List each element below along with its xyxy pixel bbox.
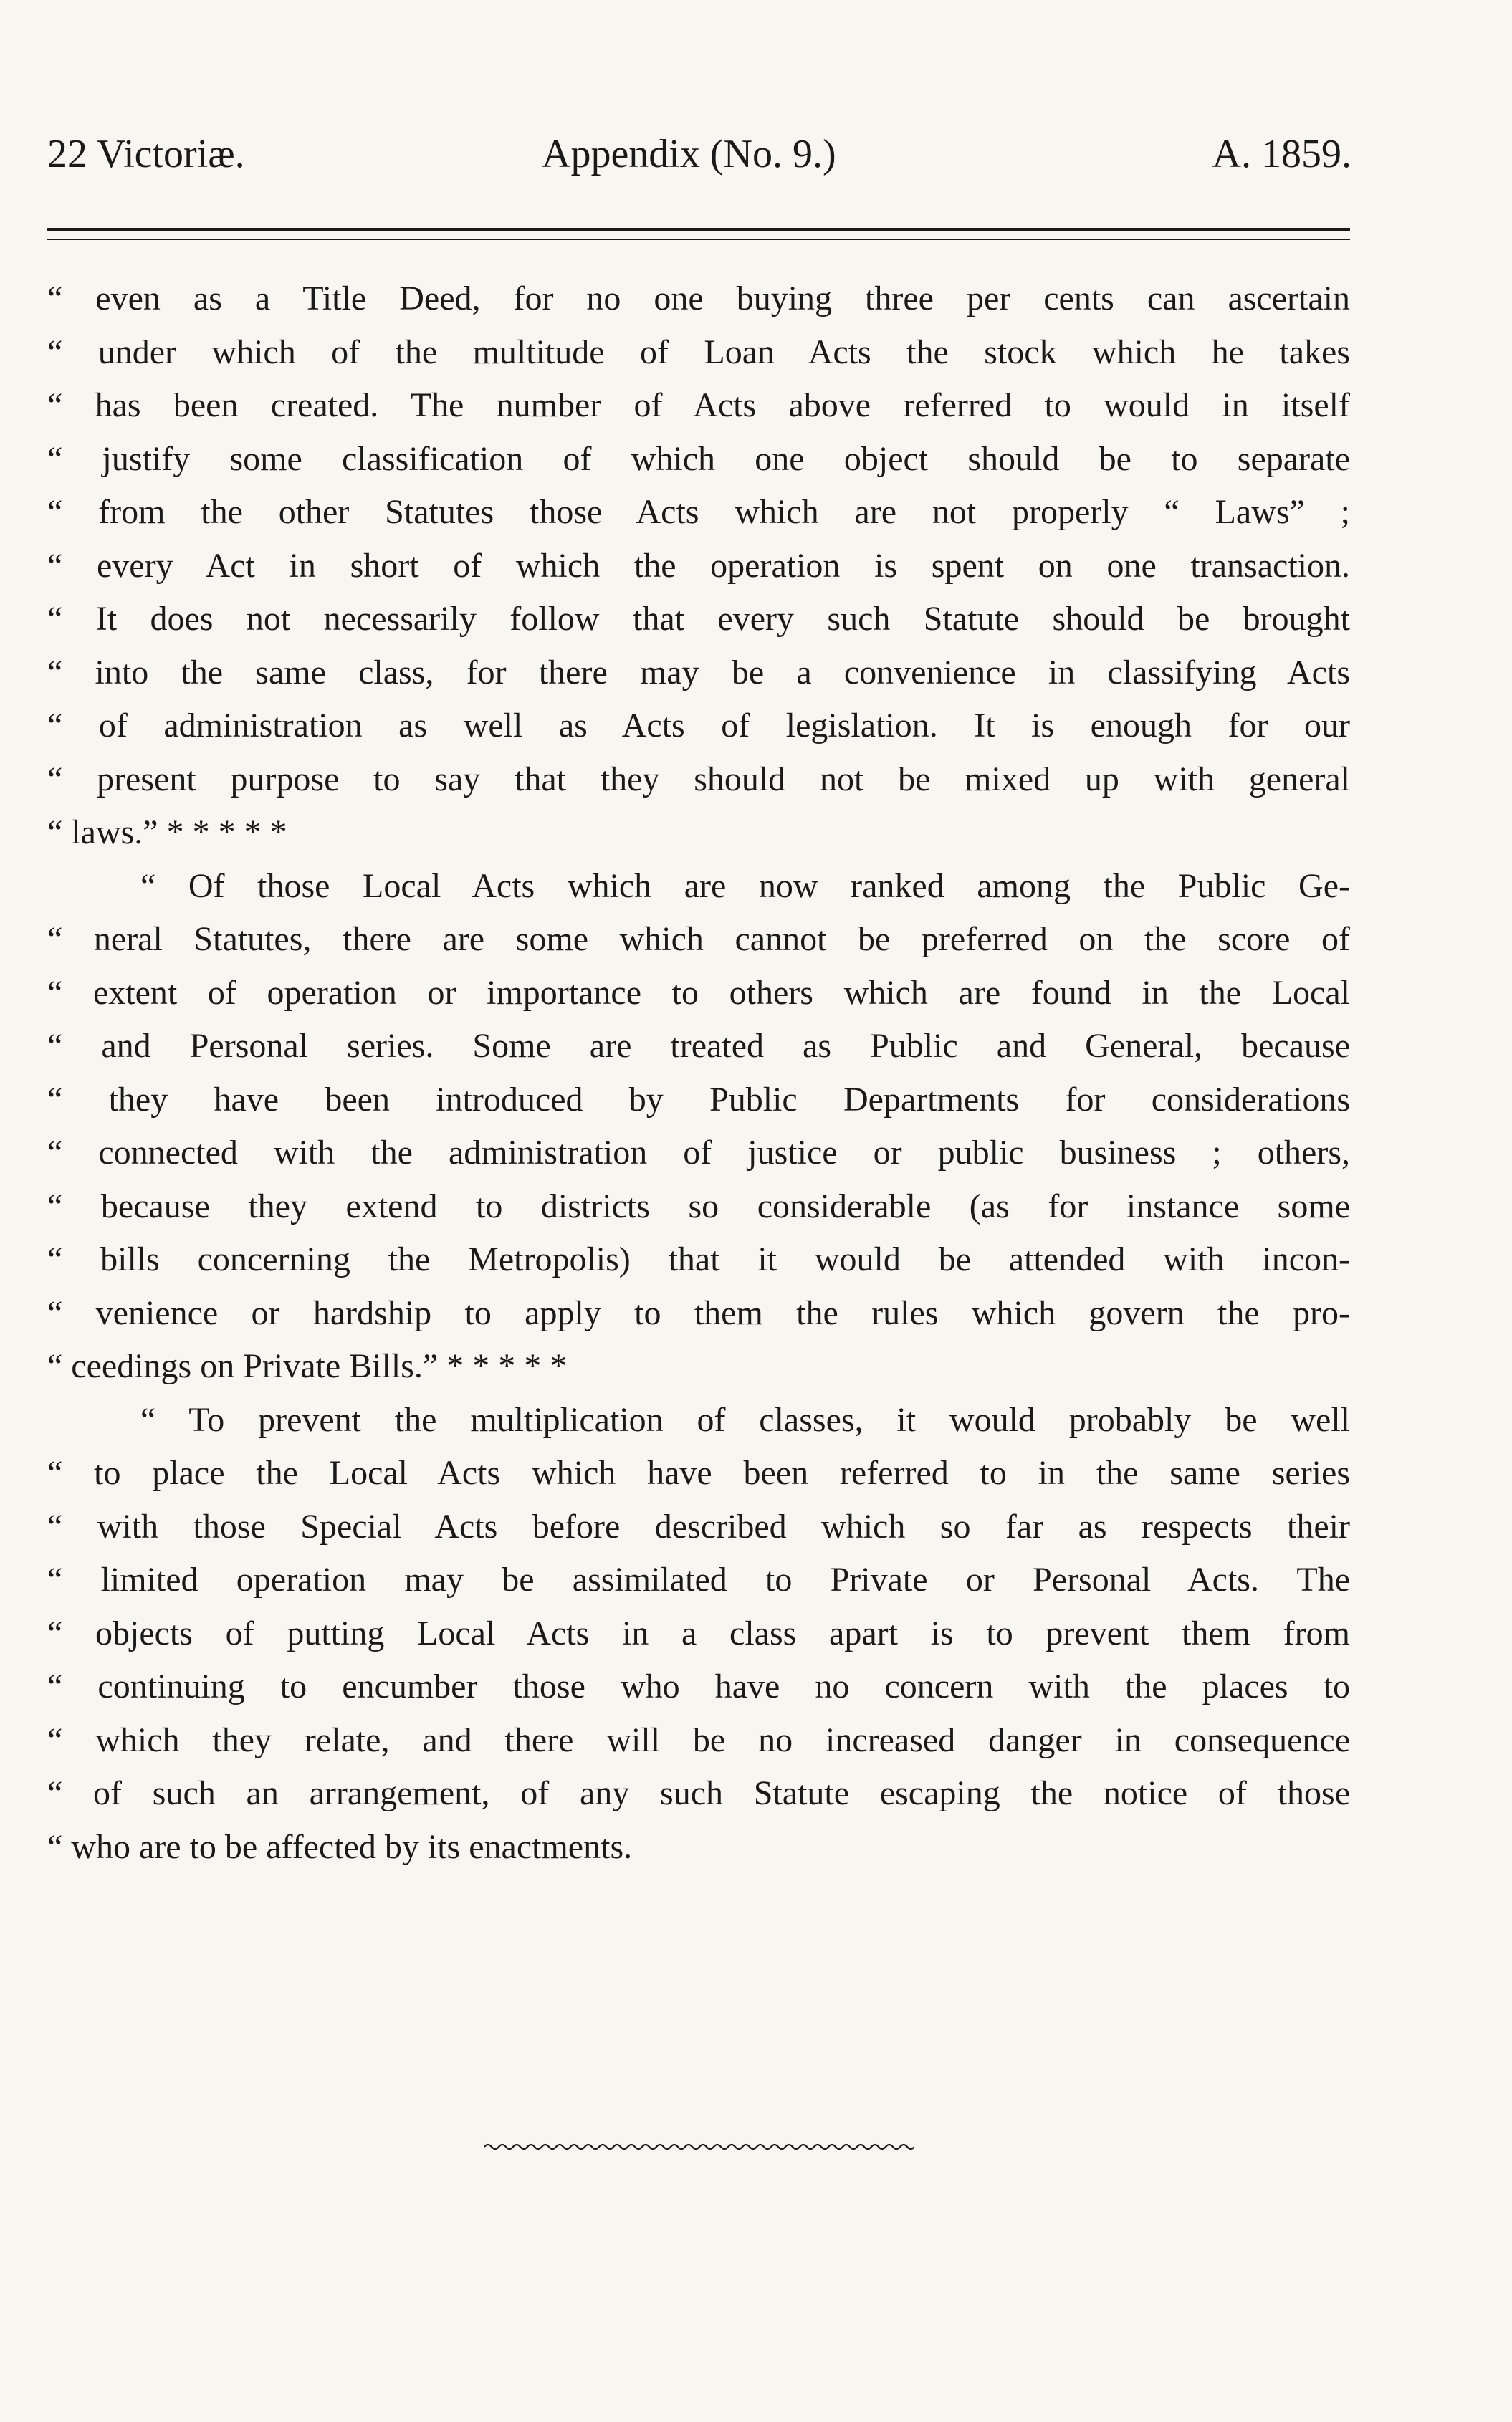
text-line: “ justify some classification of which one object should be to separate: [47, 439, 1350, 478]
text-line: “ into the same class, for there may be a convenience in classifying Acts: [47, 653, 1350, 691]
text-line: “ from the other Statutes those Acts which are not properly “ Laws” ;: [47, 493, 1350, 531]
text-line: “ every Act in short of which the operation is spent on one transaction.: [47, 546, 1350, 585]
text-line: “ objects of putting Local Acts in a class apart is to prevent them from: [47, 1614, 1350, 1652]
text-line: “ which they relate, and there will be no increased danger in consequence: [47, 1720, 1350, 1759]
header-rule-thin: [47, 239, 1350, 240]
text-line: “ limited operation may be assimilated to Private or Personal Acts. The: [47, 1561, 1350, 1599]
header-session: 22 Victoriæ.: [47, 132, 245, 176]
text-line: “ It does not necessarily follow that every such Statute should be brought: [47, 600, 1350, 638]
text-line: “ To prevent the multiplication of classes, it would probably be well: [140, 1400, 1350, 1439]
text-line: “ bills concerning the Metropolis) that it would be attended with incon-: [47, 1240, 1350, 1278]
text-line: “ ceedings on Private Bills.” * * * * *: [47, 1347, 568, 1385]
text-line: “ of such an arrangement, of any such Statute escaping the notice of those: [47, 1774, 1350, 1812]
text-line: “ with those Special Acts before described which so far as respects their: [47, 1507, 1350, 1546]
text-line: “ Of those Local Acts which are now ranked among the Public Ge-: [140, 866, 1350, 905]
text-line: “ who are to be affected by its enactments.: [47, 1827, 633, 1866]
text-line: “ to place the Local Acts which have been referred to in the same series: [47, 1454, 1350, 1492]
text-line: “ present purpose to say that they should not be mixed up with general: [47, 760, 1350, 798]
body-text: [47, 272, 1350, 1874]
text-line: “ under which of the multitude of Loan Acts the stock which he takes: [47, 332, 1350, 371]
text-line: “ even as a Title Deed, for no one buying three per cents can ascertain: [47, 279, 1350, 317]
page-header: [47, 129, 1351, 179]
text-line: “ neral Statutes, there are some which cannot be preferred on the score of: [47, 920, 1350, 958]
text-line: “ of administration as well as Acts of legislation. It is enough for our: [47, 707, 1350, 745]
text-line: “ has been created. The number of Acts above referred to would in itself: [47, 386, 1350, 424]
text-line: “ continuing to encumber those who have no concern with the places to: [47, 1667, 1350, 1705]
closing-ornament: [484, 2141, 914, 2153]
header-year: A. 1859.: [1212, 132, 1351, 176]
header-rule-thick: [47, 228, 1350, 231]
text-line: “ venience or hardship to apply to them the rules which govern the pro-: [47, 1293, 1350, 1332]
text-line: “ extent of operation or importance to others which are found in the Local: [47, 973, 1350, 1012]
text-line: “ connected with the administration of justice or public business ; others,: [47, 1134, 1350, 1172]
text-line: “ they have been introduced by Public Departments for considerations: [47, 1080, 1350, 1119]
text-line: “ laws.” * * * * *: [47, 813, 287, 851]
header-appendix: Appendix (No. 9.): [542, 132, 836, 176]
text-line: “ because they extend to districts so considerable (as for instance some: [47, 1187, 1350, 1225]
text-line: “ and Personal series. Some are treated as Public and General, because: [47, 1027, 1350, 1065]
